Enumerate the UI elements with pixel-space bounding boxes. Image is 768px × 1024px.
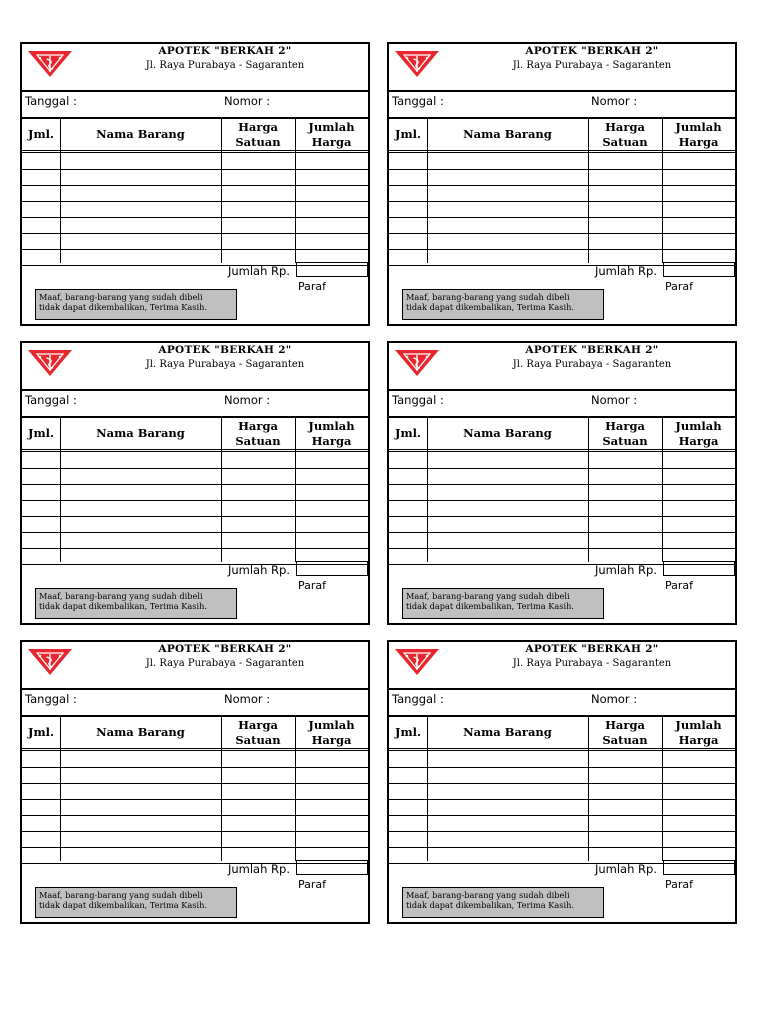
column-header: Jml. [28,725,54,739]
table-row-line [22,532,368,533]
table-row-line [22,815,368,816]
table-row-line [22,799,368,800]
total-amount-field[interactable] [663,860,735,875]
notice-line: Maaf, barang-barang yang sudah dibeli [39,591,203,601]
total-amount-field[interactable] [296,561,368,576]
table-row-line [389,847,735,848]
receipt-card [20,640,370,924]
column-header: Jumlah Harga [308,717,355,747]
receipt-header [389,44,735,92]
signature-label: Paraf [298,878,327,891]
pharmacy-address: Jl. Raya Purabaya - Sagaranten [512,359,672,370]
signature-label: Paraf [298,579,327,592]
column-divider [427,418,428,562]
return-policy-notice [402,289,604,320]
notice-line: tidak dapat dikembalikan, Terima Kasih. [406,302,574,312]
column-header: Harga Satuan [602,418,648,448]
column-header: Jumlah Harga [308,119,355,149]
column-header: Jml. [395,725,421,739]
table-row-line [22,468,368,469]
column-header: Jumlah Harga [675,717,722,747]
table-row-line [389,468,735,469]
column-header: Jumlah Harga [675,418,722,448]
total-amount-field[interactable] [296,860,368,875]
column-divider [295,418,296,562]
nomor-label: Nomor : [224,94,271,108]
total-amount-field[interactable] [663,262,735,277]
table-row-line [389,767,735,768]
total-amount-field[interactable] [296,262,368,277]
return-policy-notice [402,887,604,918]
tanggal-label: Tanggal : [25,393,77,407]
column-header: Harga Satuan [602,717,648,747]
items-table [22,715,368,863]
column-header: Jumlah Harga [675,119,722,149]
receipt-header [22,44,368,92]
table-row-line [389,815,735,816]
table-row-line [389,783,735,784]
total-label: Jumlah Rp. [227,862,290,876]
notice-line: tidak dapat dikembalikan, Terima Kasih. [406,601,574,611]
receipt-header [22,642,368,690]
pharmacy-address: Jl. Raya Purabaya - Sagaranten [145,359,305,370]
signature-label: Paraf [298,280,327,293]
notice-line: Maaf, barang-barang yang sudah dibeli [406,890,570,900]
signature-label: Paraf [665,878,694,891]
table-row-line [22,783,368,784]
total-amount-field[interactable] [663,561,735,576]
receipt-header [389,343,735,391]
receipt-header [389,642,735,690]
nomor-label: Nomor : [591,393,638,407]
tanggal-label: Tanggal : [25,692,77,706]
pharmacy-address: Jl. Raya Purabaya - Sagaranten [145,658,305,669]
receipt-card [20,42,370,326]
column-header: Nama Barang [463,426,552,440]
table-row-line [389,831,735,832]
column-divider [295,119,296,263]
table-row-line [389,233,735,234]
table-row-line [389,799,735,800]
notice-line: Maaf, barang-barang yang sudah dibeli [39,890,203,900]
tanggal-label: Tanggal : [392,393,444,407]
pharmacy-name: APOTEK "BERKAH 2" [158,643,292,655]
table-row-line [389,249,735,250]
header-divider [389,150,735,153]
nomor-label: Nomor : [224,393,271,407]
column-divider [662,119,663,263]
pharmacy-name: APOTEK "BERKAH 2" [525,45,659,57]
column-header: Jml. [395,127,421,141]
header-divider [22,449,368,452]
signature-label: Paraf [665,579,694,592]
total-label: Jumlah Rp. [594,264,657,278]
column-divider [588,418,589,562]
column-header: Harga Satuan [235,717,281,747]
column-divider [662,717,663,861]
notice-line: tidak dapat dikembalikan, Terima Kasih. [39,302,207,312]
items-table [22,416,368,564]
table-row-line [22,831,368,832]
pharmacy-logo-icon [395,649,439,675]
column-divider [60,717,61,861]
table-row-line [22,548,368,549]
header-divider [22,150,368,153]
table-row-line [389,169,735,170]
pharmacy-logo-icon [28,649,72,675]
table-row-line [22,500,368,501]
notice-line: tidak dapat dikembalikan, Terima Kasih. [406,900,574,910]
table-row-line [389,500,735,501]
table-row-line [22,249,368,250]
column-header: Nama Barang [463,725,552,739]
column-header: Nama Barang [96,725,185,739]
pharmacy-name: APOTEK "BERKAH 2" [525,344,659,356]
nomor-label: Nomor : [224,692,271,706]
table-row-line [22,767,368,768]
column-divider [427,717,428,861]
receipt-card [387,341,737,625]
pharmacy-address: Jl. Raya Purabaya - Sagaranten [512,60,672,71]
pharmacy-name: APOTEK "BERKAH 2" [158,45,292,57]
items-table [389,416,735,564]
notice-line: Maaf, barang-barang yang sudah dibeli [406,591,570,601]
table-row-line [22,516,368,517]
table-row-line [22,217,368,218]
total-label: Jumlah Rp. [594,862,657,876]
column-divider [662,418,663,562]
column-header: Nama Barang [463,127,552,141]
receipt-header [22,343,368,391]
column-header: Nama Barang [96,426,185,440]
column-header: Harga Satuan [602,119,648,149]
header-divider [389,748,735,751]
items-table [389,715,735,863]
table-row-line [389,185,735,186]
table-row-line [389,217,735,218]
column-divider [427,119,428,263]
header-divider [22,748,368,751]
pharmacy-address: Jl. Raya Purabaya - Sagaranten [512,658,672,669]
pharmacy-logo-icon [395,350,439,376]
total-label: Jumlah Rp. [594,563,657,577]
return-policy-notice [35,588,237,619]
column-header: Nama Barang [96,127,185,141]
tanggal-label: Tanggal : [392,692,444,706]
signature-label: Paraf [665,280,694,293]
table-row-line [389,484,735,485]
items-table [389,117,735,265]
column-divider [60,119,61,263]
pharmacy-logo-icon [28,51,72,77]
table-row-line [22,169,368,170]
notice-line: Maaf, barang-barang yang sudah dibeli [39,292,203,302]
column-header: Jml. [28,127,54,141]
table-row-line [22,201,368,202]
tanggal-label: Tanggal : [25,94,77,108]
pharmacy-name: APOTEK "BERKAH 2" [158,344,292,356]
pharmacy-address: Jl. Raya Purabaya - Sagaranten [145,60,305,71]
column-header: Harga Satuan [235,418,281,448]
pharmacy-name: APOTEK "BERKAH 2" [525,643,659,655]
table-row-line [389,201,735,202]
return-policy-notice [402,588,604,619]
column-divider [588,119,589,263]
column-divider [221,418,222,562]
column-divider [60,418,61,562]
header-divider [389,449,735,452]
column-header: Harga Satuan [235,119,281,149]
tanggal-label: Tanggal : [392,94,444,108]
table-row-line [389,532,735,533]
column-divider [221,119,222,263]
notice-line: Maaf, barang-barang yang sudah dibeli [406,292,570,302]
column-divider [295,717,296,861]
notice-line: tidak dapat dikembalikan, Terima Kasih. [39,601,207,611]
return-policy-notice [35,887,237,918]
table-row-line [22,233,368,234]
column-divider [588,717,589,861]
column-divider [221,717,222,861]
total-label: Jumlah Rp. [227,264,290,278]
receipt-card [387,42,737,326]
table-row-line [389,516,735,517]
column-header: Jml. [28,426,54,440]
pharmacy-logo-icon [395,51,439,77]
column-header: Jml. [395,426,421,440]
notice-line: tidak dapat dikembalikan, Terima Kasih. [39,900,207,910]
table-row-line [22,484,368,485]
table-row-line [22,847,368,848]
receipt-card [20,341,370,625]
table-row-line [22,185,368,186]
nomor-label: Nomor : [591,692,638,706]
pharmacy-logo-icon [28,350,72,376]
items-table [22,117,368,265]
table-row-line [389,548,735,549]
column-header: Jumlah Harga [308,418,355,448]
total-label: Jumlah Rp. [227,563,290,577]
return-policy-notice [35,289,237,320]
receipt-card [387,640,737,924]
nomor-label: Nomor : [591,94,638,108]
